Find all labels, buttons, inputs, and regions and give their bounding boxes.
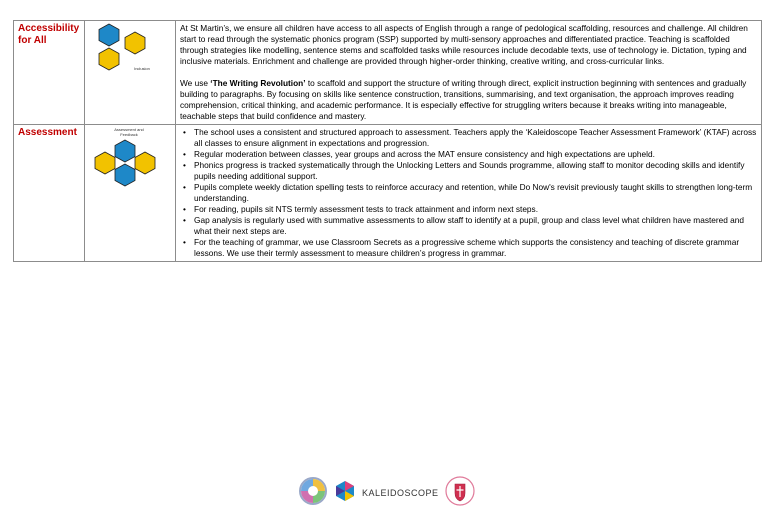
image-caption: Inclusion bbox=[134, 66, 150, 71]
kaleidoscope-logo bbox=[362, 488, 439, 498]
hex-icon bbox=[123, 31, 147, 55]
row-heading: Assessment bbox=[14, 125, 85, 262]
row-text bbox=[176, 21, 762, 125]
assessment-graphic bbox=[85, 125, 176, 262]
hex-icon bbox=[97, 23, 121, 47]
list-item: • For reading, pupils sit NTS termly assessment tests to track attainment and inform next steps. bbox=[180, 204, 757, 215]
list-item: • Gap analysis is regularly used with summative assessments to allow staff to identify at a pupil, group and class level what children have mastered and what their next steps are. bbox=[180, 215, 757, 237]
list-item: • For the teaching of grammar, we use Classroom Secrets as a progressive scheme which supports the consistency and teaching of discrete grammar lessons. We use their termly assessment to measure children’s progress in grammar. bbox=[180, 237, 757, 259]
footer-logos bbox=[298, 477, 475, 509]
hex-icon bbox=[97, 47, 121, 71]
table-row bbox=[14, 21, 762, 125]
school-crest-icon bbox=[445, 475, 475, 512]
list-item: • Pupils complete weekly dictation spelling tests to reinforce accuracy and retention, while Do Now's revisit previously taught skills to strengthen long-term understanding. bbox=[180, 182, 757, 204]
list-item: • Regular moderation between classes, year groups and across the MAT ensure consistency and high expectations are upheld. bbox=[180, 149, 757, 160]
logo-text: KALEIDOSCOPE bbox=[362, 488, 439, 498]
row-text bbox=[176, 125, 762, 262]
paragraph: We use ‘The Writing Revolution’ to scaffold and support the structure of writing through direct, explicit instruction beginning with sentences and gradually building to paragraphs. By focusing on skills like sentence construction, transitions, summarising, and text organisation, the approach improves reading comprehension, critical thinking, and academic performance. It is especially effective for struggling writers because it breaks writing into manageable, teachable steps that build confidence and mastery. bbox=[180, 78, 747, 121]
table-row bbox=[14, 125, 762, 262]
list-item: • Phonics progress is tracked systematically through the Unlocking Letters and Sounds programme, allowing staff to monitor decoding skills and identify pupils needing additional support. bbox=[180, 160, 757, 182]
circle-logo-icon bbox=[298, 476, 328, 511]
row-heading: Accessibility for All bbox=[14, 21, 85, 125]
content-table bbox=[13, 20, 762, 262]
image-caption: Assessment and Feedback bbox=[114, 127, 144, 137]
list-item: • The school uses a consistent and structured approach to assessment. Teachers apply the ‘Kaleidoscope Teacher Assessment Framework’ (KTAF) across all classes to ensure alignment in expectations and progression. bbox=[180, 127, 757, 149]
bullet-list bbox=[180, 127, 757, 259]
paragraph: At St Martin’s, we ensure all children have access to all aspects of English through a range of pedological scaffolding, resources and challenge. All children start to read through the systematic phonics program (SSP) supported by multi-sensory approaches and differentiated practice. Teaching is scaffolded through strategies like modelling, sentence stems and scaffolded tasks while resources include decodable texts, use of technology ie. Dictation, typing and inclusive materials. Enrichment and challenge are provided through higher-order thinking, creative writing, and cross-curricular links. bbox=[180, 23, 748, 66]
inclusion-graphic bbox=[85, 21, 176, 125]
hex-icon bbox=[113, 163, 137, 187]
kaleidoscope-mark-icon bbox=[334, 480, 356, 507]
